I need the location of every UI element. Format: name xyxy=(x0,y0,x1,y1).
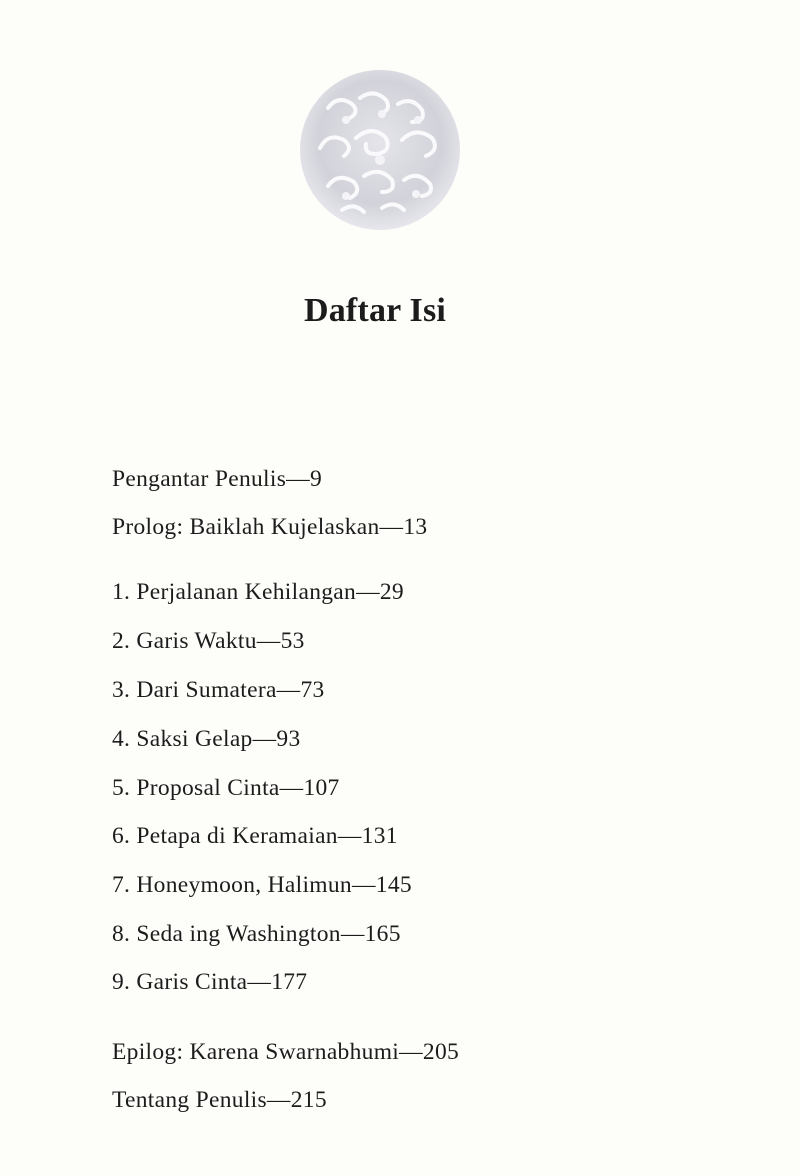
toc-entry-chapter-1: 1. Perjalanan Kehilangan—29 xyxy=(112,579,404,605)
toc-entry-chapter-3: 3. Dari Sumatera—73 xyxy=(112,677,325,703)
toc-entry-chapter-2: 2. Garis Waktu—53 xyxy=(112,628,305,654)
toc-entry-epilogue: Epilog: Karena Swarnabhumi—205 xyxy=(112,1039,460,1065)
toc-entry-front-matter: Pengantar Penulis—9 xyxy=(112,466,322,492)
toc-entry-chapter-6: 6. Petapa di Keramaian—131 xyxy=(112,823,398,849)
page-title: Daftar Isi xyxy=(303,292,447,329)
toc-entry-chapter-7: 7. Honeymoon, Halimun—145 xyxy=(112,872,412,898)
toc-entry-chapter-5: 5. Proposal Cinta—107 xyxy=(112,775,340,801)
toc-entry-chapter-8: 8. Seda ing Washington—165 xyxy=(112,921,401,947)
toc-entry-about-author: Tentang Penulis—215 xyxy=(112,1087,327,1113)
toc-entry-chapter-4: 4. Saksi Gelap—93 xyxy=(112,726,301,752)
toc-entry-chapter-9: 9. Garis Cinta—177 xyxy=(112,969,308,995)
toc-entry-prologue: Prolog: Baiklah Kujelaskan—13 xyxy=(112,514,428,540)
cloud-motif-medallion-icon xyxy=(298,68,463,233)
